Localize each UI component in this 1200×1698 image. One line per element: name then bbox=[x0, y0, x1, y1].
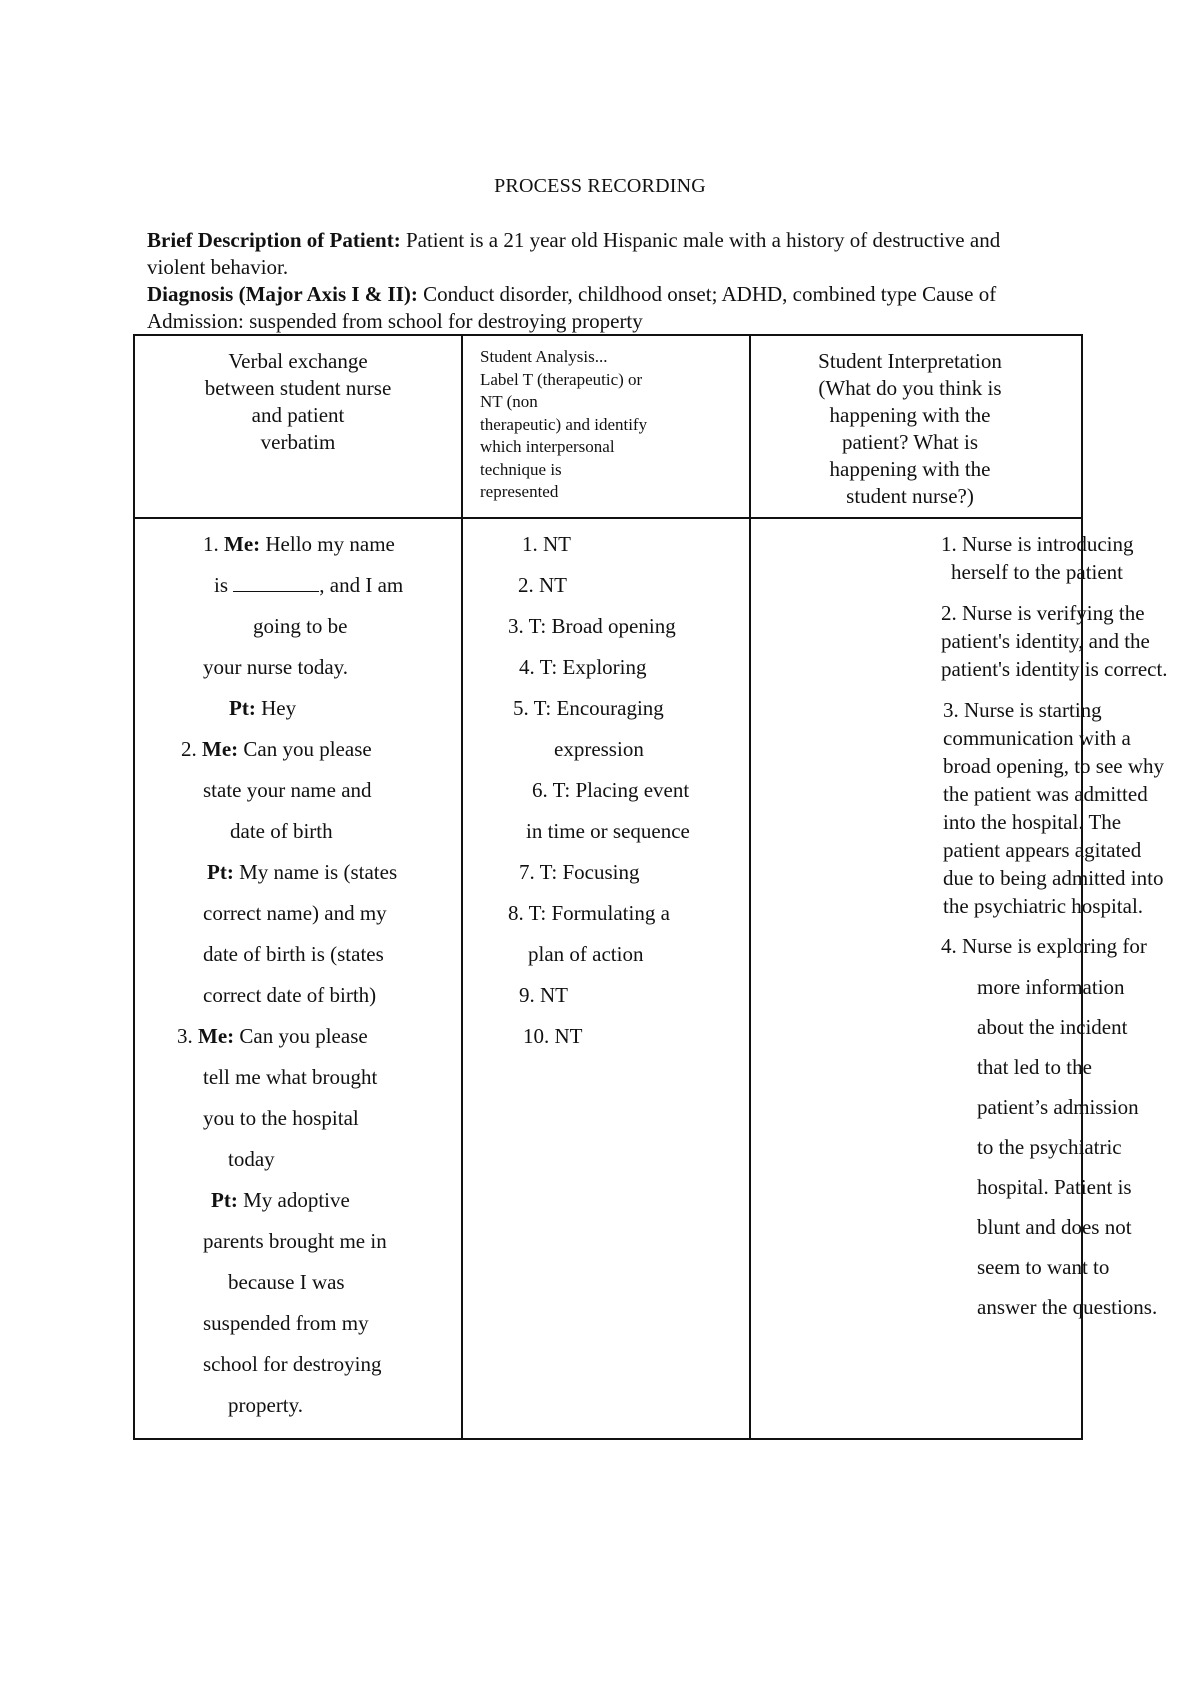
exchange-number: 2. bbox=[181, 737, 197, 761]
speaker-label: Pt: bbox=[229, 696, 256, 720]
interpretation-line: 1. Nurse is introducing bbox=[941, 532, 1134, 556]
interpretation-line: 2. Nurse is verifying the bbox=[941, 601, 1145, 625]
exchange-line bbox=[177, 1024, 368, 1048]
header-line: patient? What is bbox=[841, 430, 979, 454]
header-line: therapeutic) and identify bbox=[480, 414, 648, 434]
diagnosis-label: Diagnosis (Major Axis I & II): bbox=[147, 282, 418, 306]
speaker-label: Me: bbox=[224, 532, 261, 556]
exchange-line: suspended from my bbox=[203, 1311, 369, 1335]
analysis-item: 9. NT bbox=[519, 983, 568, 1007]
exchange-line bbox=[203, 532, 395, 556]
exchange-line: date of birth bbox=[230, 819, 333, 843]
interpretation-line: the psychiatric hospital. bbox=[943, 894, 1144, 918]
exchange-text: Hey bbox=[255, 696, 297, 720]
analysis-item: expression bbox=[554, 737, 644, 761]
exchange-line: state your name and bbox=[203, 778, 372, 802]
exchange-text: Can you please bbox=[238, 737, 372, 761]
header-student-analysis bbox=[480, 346, 760, 504]
process-recording-table bbox=[133, 334, 1168, 1440]
header-line: between student nurse bbox=[204, 376, 392, 400]
exchange-line: correct name) and my bbox=[203, 901, 387, 925]
exchange-number: 1. bbox=[203, 532, 219, 556]
header-line: technique is bbox=[480, 459, 562, 479]
analysis-item: in time or sequence bbox=[526, 819, 690, 843]
interpretation-line: 3. Nurse is starting bbox=[943, 698, 1102, 722]
exchange-line: today bbox=[228, 1147, 275, 1171]
interpretation-line: patient's identity is correct. bbox=[941, 657, 1168, 681]
interpretation-line: seem to want to bbox=[977, 1255, 1110, 1279]
analysis-item: 7. T: Focusing bbox=[519, 860, 640, 884]
header-line: (What do you think is bbox=[818, 376, 1002, 400]
patient-summary bbox=[147, 227, 1027, 335]
exchange-text: Hello my name bbox=[260, 532, 395, 556]
analysis-item: 5. T: Encouraging bbox=[513, 696, 664, 720]
exchange-line: because I was bbox=[228, 1270, 345, 1294]
name-blank bbox=[233, 573, 319, 592]
header-line: verbatim bbox=[260, 430, 336, 454]
analysis-item: 6. T: Placing event bbox=[532, 778, 690, 802]
interpretation-line: hospital. Patient is bbox=[977, 1175, 1132, 1199]
interpretation-line: the patient was admitted bbox=[943, 782, 1148, 806]
exchange-line bbox=[181, 737, 372, 761]
exchange-line: date of birth is (states bbox=[203, 942, 384, 966]
exchange-line bbox=[211, 1188, 350, 1212]
header-line: happening with the bbox=[829, 403, 991, 427]
header-student-interpretation bbox=[750, 348, 1070, 510]
exchange-text: , and I am bbox=[319, 573, 404, 597]
exchange-line: property. bbox=[228, 1393, 304, 1417]
exchange-text: My adoptive bbox=[237, 1188, 350, 1212]
header-line: student nurse?) bbox=[846, 484, 974, 508]
analysis-item: 4. T: Exploring bbox=[519, 655, 647, 679]
interpretation-line: to the psychiatric bbox=[977, 1135, 1122, 1159]
exchange-line: your nurse today. bbox=[203, 655, 349, 679]
analysis-item: 3. T: Broad opening bbox=[508, 614, 676, 638]
header-line: Student Interpretation bbox=[818, 349, 1002, 373]
exchange-line: parents brought me in bbox=[203, 1229, 387, 1253]
exchange-number: 3. bbox=[177, 1024, 193, 1048]
analysis-item: plan of action bbox=[528, 942, 644, 966]
header-line: Student Analysis... bbox=[480, 347, 608, 366]
column-divider bbox=[461, 336, 463, 1438]
interpretation-line: patient's identity, and the bbox=[941, 629, 1150, 653]
interpretation-line: blunt and does not bbox=[977, 1215, 1132, 1239]
analysis-item: 1. NT bbox=[522, 532, 571, 556]
exchange-line bbox=[229, 696, 296, 720]
speaker-label: Me: bbox=[202, 737, 239, 761]
interpretation-line: patient’s admission bbox=[977, 1095, 1139, 1119]
interpretation-line: answer the questions. bbox=[977, 1295, 1158, 1319]
interpretation-line: broad opening, to see why bbox=[943, 754, 1165, 778]
analysis-item: 8. T: Formulating a bbox=[508, 901, 670, 925]
analysis-item: 10. NT bbox=[523, 1024, 583, 1048]
exchange-line: you to the hospital bbox=[203, 1106, 359, 1130]
header-line: Verbal exchange bbox=[228, 349, 368, 373]
document-title: PROCESS RECORDING bbox=[494, 175, 706, 197]
exchange-line: school for destroying bbox=[203, 1352, 382, 1376]
exchange-text: Can you please bbox=[234, 1024, 368, 1048]
header-line: and patient bbox=[251, 403, 345, 427]
exchange-line: going to be bbox=[253, 614, 348, 638]
diagnosis-text: Conduct disorder, childhood onset; ADHD, combined type Cause of Admission: suspended from school for destroying property bbox=[147, 282, 997, 333]
header-line: which interpersonal bbox=[480, 437, 615, 456]
speaker-label: Me: bbox=[198, 1024, 235, 1048]
exchange-text: My name is (states bbox=[233, 860, 398, 884]
header-line: NT (non bbox=[480, 392, 538, 411]
exchange-line: correct date of birth) bbox=[203, 983, 377, 1007]
header-line: happening with the bbox=[829, 457, 991, 481]
interpretation-line: due to being admitted into bbox=[943, 866, 1164, 890]
header-line: represented bbox=[480, 482, 559, 501]
interpretation-line: herself to the patient bbox=[951, 560, 1124, 584]
exchange-line bbox=[214, 573, 403, 597]
patient-description-text: Patient is a 21 year old Hispanic male with a history of destructive and violent behavior. bbox=[147, 228, 1001, 279]
interpretation-line: more information bbox=[977, 975, 1125, 999]
exchange-line: tell me what brought bbox=[203, 1065, 378, 1089]
analysis-item: 2. NT bbox=[518, 573, 567, 597]
interpretation-line: patient appears agitated bbox=[943, 838, 1142, 862]
patient-description-label: Brief Description of Patient: bbox=[147, 228, 401, 252]
patient-description bbox=[147, 227, 1027, 281]
speaker-label: Pt: bbox=[211, 1188, 238, 1212]
exchange-line bbox=[207, 860, 397, 884]
speaker-label: Pt: bbox=[207, 860, 234, 884]
interpretation-line: into the hospital. The bbox=[943, 810, 1122, 834]
exchange-text: is bbox=[214, 573, 234, 597]
header-verbal-exchange bbox=[135, 348, 461, 456]
diagnosis bbox=[147, 281, 1027, 335]
header-line: Label T (therapeutic) or bbox=[480, 369, 643, 389]
interpretation-line: about the incident bbox=[977, 1015, 1128, 1039]
header-divider bbox=[135, 517, 1081, 519]
interpretation-line: that led to the bbox=[977, 1055, 1092, 1079]
interpretation-line: communication with a bbox=[943, 726, 1131, 750]
interpretation-line: 4. Nurse is exploring for bbox=[941, 934, 1147, 958]
